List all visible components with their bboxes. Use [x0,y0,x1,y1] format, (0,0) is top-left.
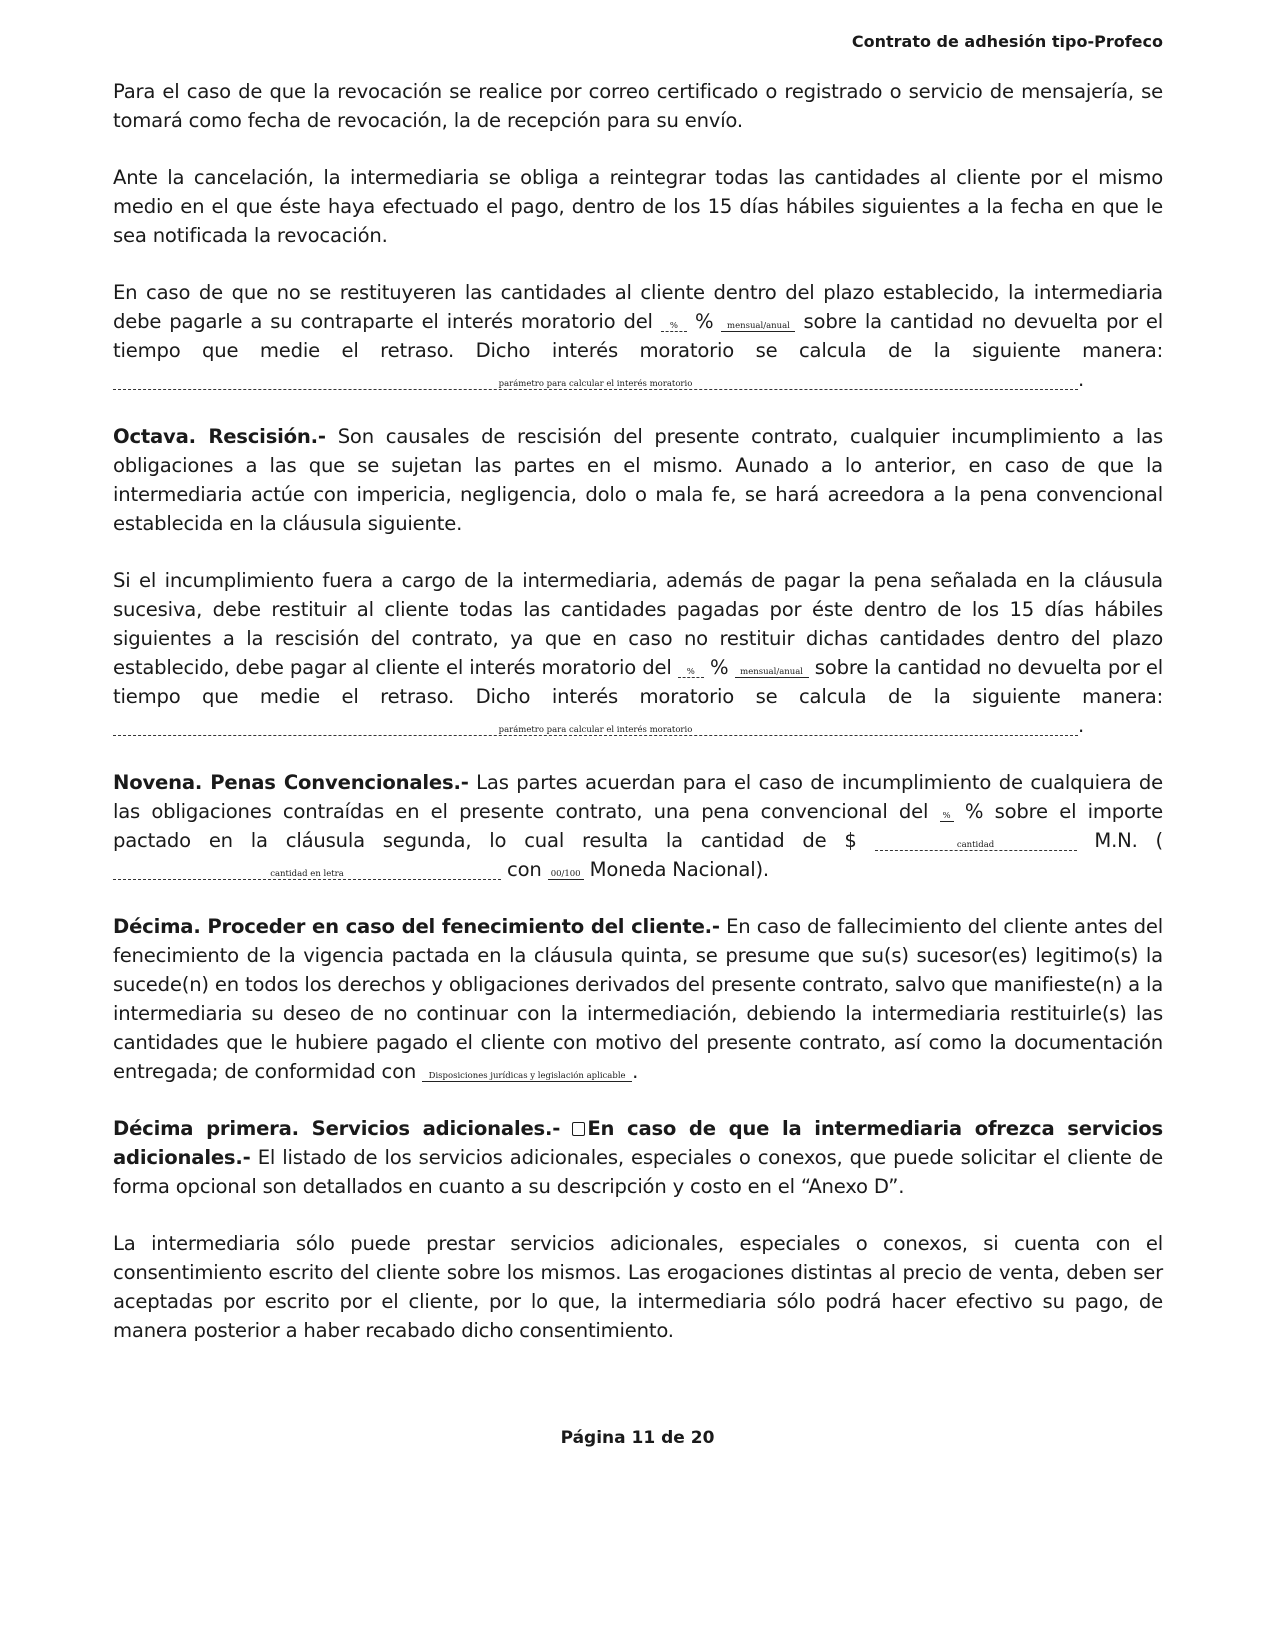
text-segment: con [501,858,548,881]
clause-heading: Novena. Penas Convencionales.- [113,771,469,794]
paragraph-revocation-mail: Para el caso de que la revocación se realice por correo certificado o registrado o servicio de mensajería, se tomará como fecha de revocación, la de recepción para su envío. [113,80,1163,132]
clause-decima [113,912,1163,1086]
text-segment: % [703,656,735,679]
document-header: Contrato de adhesión tipo-Profeco [851,32,1163,51]
text-segment: sobre la cantidad no devuelta por el tiempo que medie el retraso. Dicho interés moratorio se calcula de la siguiente manera: [113,656,1164,708]
interest-parameter-field[interactable]: parámetro para calcular el interés moratorio [113,725,1078,736]
clause-heading: Décima primera. Servicios adicionales.- [113,1117,561,1140]
text-segment: Si el incumplimiento fuera a cargo de la intermediaria, además de pagar la pena señalada en la cláusula sucesiva, debe restituir al cliente todas las cantidades pagadas por éste dentro de los 15 días hábiles siguientes a la rescisión del contrato, ya que en caso no restituir dichas cantidades dentro del plazo establecido, debe pagar al cliente el interés moratorio del [113,569,1163,679]
text-segment: Moneda Nacional). [583,858,769,881]
text-segment: . [632,1060,639,1083]
text-segment: . [1078,368,1085,391]
clause-decima-primera [113,1114,1163,1201]
clause-octava [113,422,1163,538]
legal-provisions-field[interactable]: Disposiciones jurídicas y legislación aplicable [422,1071,632,1082]
clause-heading: Octava. Rescisión.- [113,425,326,448]
clause-novena [113,768,1163,884]
interest-parameter-field[interactable]: parámetro para calcular el interés moratorio [113,379,1078,390]
text-segment: En caso de fallecimiento del cliente antes del fenecimiento de la vigencia pactada en la cláusula quinta, se presume que su(s) sucesor(es) legitimo(s) la sucede(n) en todos los derechos y obligaciones derivados del presente contrato, salvo que manifieste(n) a la intermediaria su deseo de no continuar con la intermediación, debiendo la intermediaria restituirle(s) las cantidades que le hubiere pagado el cliente con motivo del presente contrato, así como la documentación entregada; de conformidad con [113,915,1163,1083]
amount-in-words-field[interactable]: cantidad en letra [113,869,501,880]
percent-field[interactable]: % [940,811,954,822]
amount-field[interactable]: cantidad [875,840,1077,851]
text-segment: % [686,310,722,333]
text-segment: % sobre el importe pactado en la cláusula segunda, lo cual resulta la cantidad de $ [113,800,1163,852]
text-segment: sobre la cantidad no devuelta por el tiempo que medie el retraso. Dicho interés moratorio se calcula de la siguiente manera: [113,310,1163,362]
clause-text: El listado de los servicios adicionales, especiales o conexos, que puede solicitar el cliente de forma opcional son detallados en cuanto a su descripción y costo en el “Anexo D”. [113,1146,1163,1198]
text-segment: Las partes acuerdan para el caso de incumplimiento de cualquiera de las obligaciones contraídas en el presente contrato, una pena convencional del [113,771,1163,823]
paragraph-cancellation-refund: Ante la cancelación, la intermediaria se obliga a reintegrar todas las cantidades al cliente por el mismo medio en el que éste haya efectuado el pago, dentro de los 15 días hábiles siguientes a la fecha en que le sea notificada la revocación. [113,166,1163,247]
option-heading: En caso de que la intermediaria ofrezca servicios adicionales.- [113,1117,1163,1169]
paragraph-late-interest-1 [113,278,1163,394]
paragraph-additional-services-consent: La intermediaria sólo puede prestar servicios adicionales, especiales o conexos, si cuenta con el consentimiento escrito del cliente sobre los mismos. Las erogaciones distintas al precio de venta, deben ser aceptadas por escrito por el cliente, por lo que, la intermediaria sólo podrá hacer efectivo su pago, de manera posterior a haber recabado dicho consentimiento. [113,1232,1163,1342]
period-field[interactable]: mensual/anual [735,667,809,678]
paragraph-late-interest-2 [113,566,1163,740]
additional-services-checkbox[interactable] [572,1122,585,1136]
text-segment: M.N. ( [1076,829,1163,852]
percent-field[interactable]: % [678,667,704,678]
text-segment: En caso de que no se restituyeren las cantidades al cliente dentro del plazo establecido, la intermediaria debe pagarle a su contraparte el interés moratorio del [113,281,1163,333]
page-number: Página 11 de 20 [560,1428,715,1448]
period-field[interactable]: mensual/anual [721,321,795,332]
clause-heading: Décima. Proceder en caso del fenecimiento del cliente.- [113,915,720,938]
text-segment: . [1078,714,1085,737]
document-body [113,77,1163,1373]
cents-field[interactable]: 00/100 [548,869,584,880]
clause-text: Son causales de rescisión del presente contrato, cualquier incumplimiento a las obligaciones a las que se sujetan las partes en el mismo. Aunado a lo anterior, en caso de que la intermediaria actúe con impericia, negligencia, dolo o mala fe, se hará acreedora a la pena convencional establecida en la cláusula siguiente. [113,425,1163,535]
percent-field[interactable]: % [661,321,687,332]
